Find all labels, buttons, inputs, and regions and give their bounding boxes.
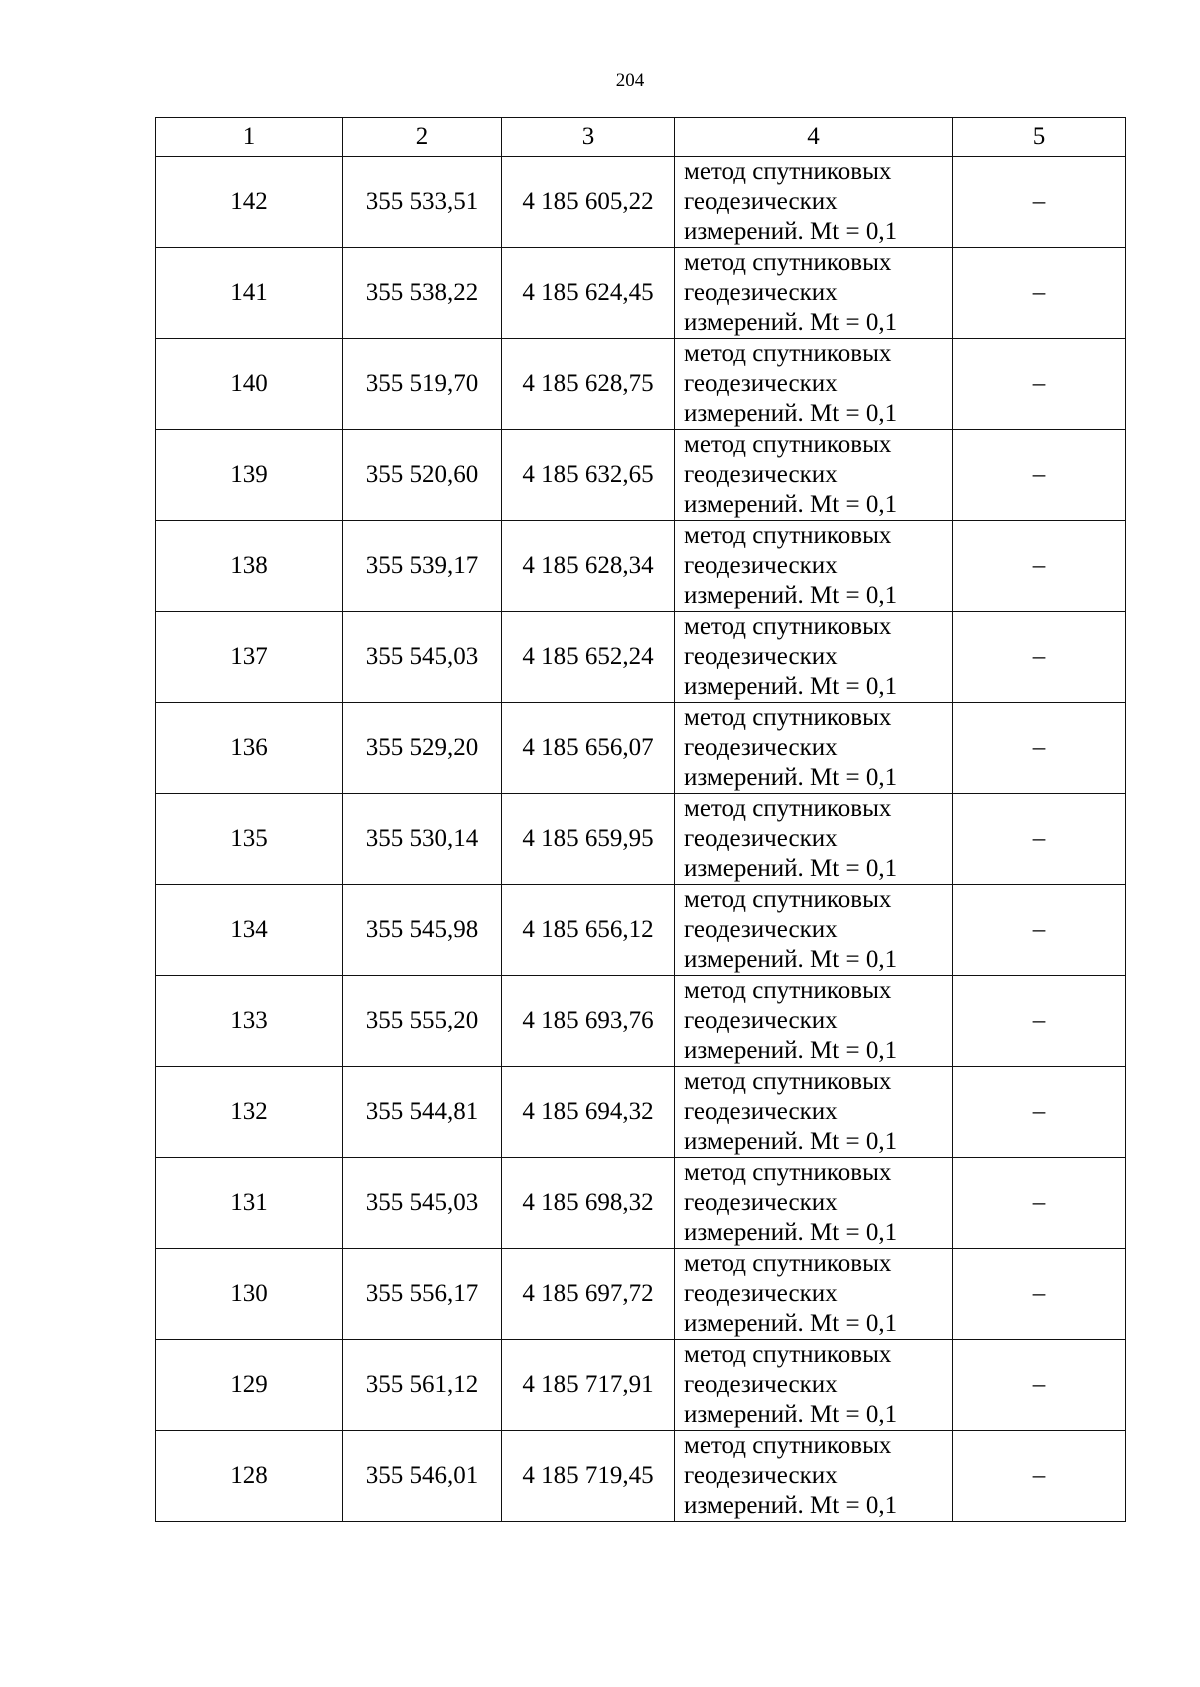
note-cell: –: [953, 521, 1126, 612]
table-row: [156, 794, 1126, 885]
coordinate-x-cell: 355 538,22: [343, 248, 502, 339]
note-cell: –: [953, 612, 1126, 703]
note-cell: –: [953, 248, 1126, 339]
coordinate-x-cell: 355 544,81: [343, 1067, 502, 1158]
coordinate-x-cell: 355 555,20: [343, 976, 502, 1067]
page-number: 204: [615, 70, 645, 91]
coordinate-x-cell: 355 530,14: [343, 794, 502, 885]
coordinate-x-cell: 355 546,01: [343, 1431, 502, 1522]
coordinate-y-cell: 4 185 628,34: [502, 521, 675, 612]
method-line: измерений. Mt = 0,1: [684, 309, 898, 336]
point-number-cell: 131: [156, 1158, 343, 1249]
coordinate-x-cell: 355 545,98: [343, 885, 502, 976]
method-line: метод спутниковых: [684, 613, 892, 640]
method-cell: [675, 157, 953, 248]
note-cell: –: [953, 430, 1126, 521]
note-cell: –: [953, 1067, 1126, 1158]
method-line: измерений. Mt = 0,1: [684, 400, 898, 427]
coordinate-x-cell: 355 556,17: [343, 1249, 502, 1340]
table-header: [156, 118, 1126, 157]
method-line: измерений. Mt = 0,1: [684, 491, 898, 518]
method-line: метод спутниковых: [684, 522, 892, 549]
method-line: геодезических: [684, 552, 838, 579]
coordinate-x-cell: 355 545,03: [343, 612, 502, 703]
note-cell: –: [953, 794, 1126, 885]
point-number-cell: 130: [156, 1249, 343, 1340]
method-line: геодезических: [684, 1371, 838, 1398]
method-cell: [675, 430, 953, 521]
method-line: измерений. Mt = 0,1: [684, 582, 898, 609]
method-cell: [675, 1067, 953, 1158]
method-line: метод спутниковых: [684, 886, 892, 913]
method-line: геодезических: [684, 825, 838, 852]
method-line: метод спутниковых: [684, 977, 892, 1004]
method-line: метод спутниковых: [684, 431, 892, 458]
table-row: [156, 339, 1126, 430]
coordinate-x-cell: 355 539,17: [343, 521, 502, 612]
note-cell: –: [953, 339, 1126, 430]
coordinate-y-cell: 4 185 628,75: [502, 339, 675, 430]
method-line: метод спутниковых: [684, 1341, 892, 1368]
method-line: геодезических: [684, 279, 838, 306]
point-number-cell: 134: [156, 885, 343, 976]
note-cell: –: [953, 157, 1126, 248]
point-number-cell: 142: [156, 157, 343, 248]
method-line: измерений. Mt = 0,1: [684, 946, 898, 973]
coordinate-x-cell: 355 519,70: [343, 339, 502, 430]
point-number-cell: 135: [156, 794, 343, 885]
header-cell-1: 1: [156, 118, 343, 157]
coordinate-x-cell: 355 533,51: [343, 157, 502, 248]
note-cell: –: [953, 1249, 1126, 1340]
method-line: геодезических: [684, 370, 838, 397]
coordinate-y-cell: 4 185 656,07: [502, 703, 675, 794]
point-number-cell: 137: [156, 612, 343, 703]
method-line: измерений. Mt = 0,1: [684, 1219, 898, 1246]
method-line: геодезических: [684, 734, 838, 761]
method-line: геодезических: [684, 188, 838, 215]
coordinate-y-cell: 4 185 697,72: [502, 1249, 675, 1340]
point-number-cell: 136: [156, 703, 343, 794]
table-row: [156, 976, 1126, 1067]
coordinate-y-cell: 4 185 605,22: [502, 157, 675, 248]
table-row: [156, 1431, 1126, 1522]
method-line: метод спутниковых: [684, 704, 892, 731]
note-cell: –: [953, 1431, 1126, 1522]
table-row: [156, 157, 1126, 248]
coordinate-x-cell: 355 529,20: [343, 703, 502, 794]
table-body: [156, 157, 1126, 1522]
method-line: измерений. Mt = 0,1: [684, 1492, 898, 1519]
method-cell: [675, 521, 953, 612]
point-number-cell: 133: [156, 976, 343, 1067]
method-cell: [675, 612, 953, 703]
table-row: [156, 703, 1126, 794]
table-row: [156, 885, 1126, 976]
method-line: метод спутниковых: [684, 1068, 892, 1095]
method-line: геодезических: [684, 1007, 838, 1034]
coordinate-y-cell: 4 185 694,32: [502, 1067, 675, 1158]
table-row: [156, 1158, 1126, 1249]
note-cell: –: [953, 1340, 1126, 1431]
table-row: [156, 1340, 1126, 1431]
method-cell: [675, 1431, 953, 1522]
header-cell-3: 3: [502, 118, 675, 157]
method-line: измерений. Mt = 0,1: [684, 673, 898, 700]
method-line: метод спутниковых: [684, 340, 892, 367]
method-cell: [675, 976, 953, 1067]
method-cell: [675, 248, 953, 339]
note-cell: –: [953, 976, 1126, 1067]
method-cell: [675, 1158, 953, 1249]
method-line: геодезических: [684, 461, 838, 488]
header-cell-4: 4: [675, 118, 953, 157]
method-line: измерений. Mt = 0,1: [684, 764, 898, 791]
coordinate-x-cell: 355 545,03: [343, 1158, 502, 1249]
coordinates-table: [155, 117, 1126, 1522]
table-row: [156, 430, 1126, 521]
method-line: измерений. Mt = 0,1: [684, 1037, 898, 1064]
method-line: метод спутниковых: [684, 1250, 892, 1277]
table-row: [156, 248, 1126, 339]
method-line: геодезических: [684, 1462, 838, 1489]
method-line: геодезических: [684, 916, 838, 943]
header-cell-2: 2: [343, 118, 502, 157]
method-line: измерений. Mt = 0,1: [684, 1128, 898, 1155]
coordinate-y-cell: 4 185 693,76: [502, 976, 675, 1067]
method-line: геодезических: [684, 1189, 838, 1216]
table-row: [156, 1249, 1126, 1340]
method-cell: [675, 1249, 953, 1340]
coordinate-y-cell: 4 185 698,32: [502, 1158, 675, 1249]
method-line: геодезических: [684, 1280, 838, 1307]
method-line: метод спутниковых: [684, 158, 892, 185]
note-cell: –: [953, 703, 1126, 794]
note-cell: –: [953, 885, 1126, 976]
coordinate-y-cell: 4 185 717,91: [502, 1340, 675, 1431]
method-line: измерений. Mt = 0,1: [684, 1310, 898, 1337]
method-line: метод спутниковых: [684, 1159, 892, 1186]
table-row: [156, 1067, 1126, 1158]
method-line: метод спутниковых: [684, 1432, 892, 1459]
coordinate-y-cell: 4 185 624,45: [502, 248, 675, 339]
header-cell-5: 5: [953, 118, 1126, 157]
point-number-cell: 132: [156, 1067, 343, 1158]
point-number-cell: 141: [156, 248, 343, 339]
point-number-cell: 128: [156, 1431, 343, 1522]
method-line: измерений. Mt = 0,1: [684, 218, 898, 245]
coordinate-y-cell: 4 185 659,95: [502, 794, 675, 885]
method-line: метод спутниковых: [684, 249, 892, 276]
header-row: [156, 118, 1126, 157]
note-cell: –: [953, 1158, 1126, 1249]
method-line: геодезических: [684, 643, 838, 670]
point-number-cell: 140: [156, 339, 343, 430]
method-cell: [675, 1340, 953, 1431]
method-line: измерений. Mt = 0,1: [684, 1401, 898, 1428]
table-row: [156, 521, 1126, 612]
method-cell: [675, 885, 953, 976]
coordinate-y-cell: 4 185 632,65: [502, 430, 675, 521]
coordinate-y-cell: 4 185 656,12: [502, 885, 675, 976]
method-cell: [675, 794, 953, 885]
method-line: геодезических: [684, 1098, 838, 1125]
method-cell: [675, 703, 953, 794]
method-line: измерений. Mt = 0,1: [684, 855, 898, 882]
coordinate-y-cell: 4 185 719,45: [502, 1431, 675, 1522]
table-row: [156, 612, 1126, 703]
coordinate-x-cell: 355 520,60: [343, 430, 502, 521]
point-number-cell: 138: [156, 521, 343, 612]
point-number-cell: 129: [156, 1340, 343, 1431]
coordinate-x-cell: 355 561,12: [343, 1340, 502, 1431]
method-line: метод спутниковых: [684, 795, 892, 822]
point-number-cell: 139: [156, 430, 343, 521]
coordinate-y-cell: 4 185 652,24: [502, 612, 675, 703]
method-cell: [675, 339, 953, 430]
